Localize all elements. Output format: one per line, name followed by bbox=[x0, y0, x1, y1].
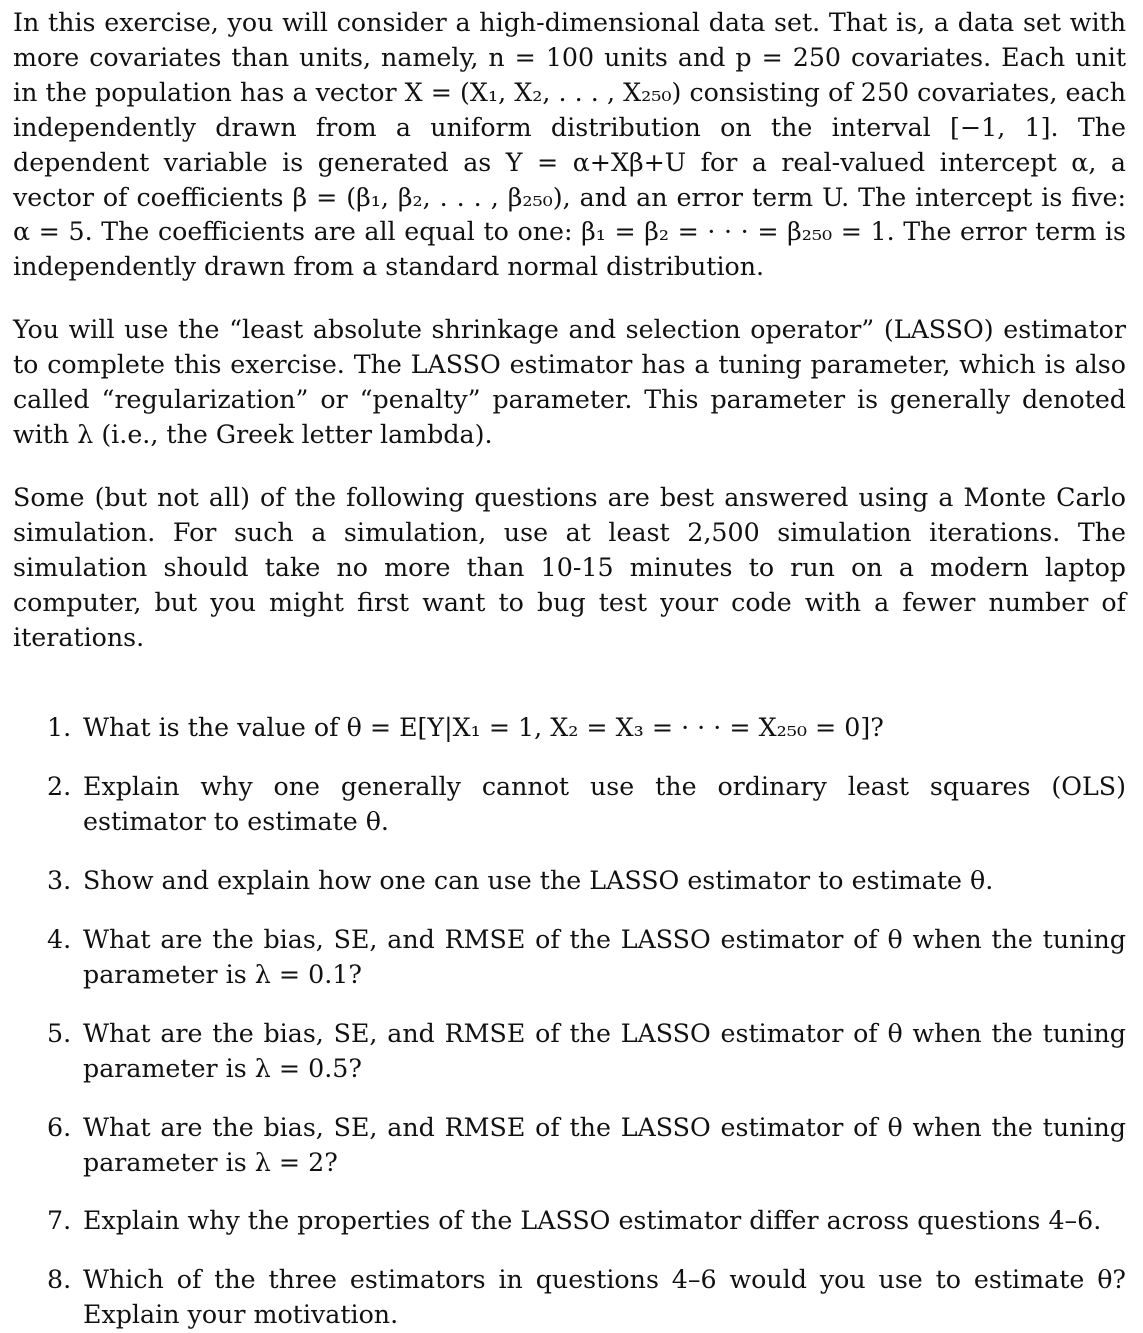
question-text: Explain why the properties of the LASSO estimator differ across questions 4–6. bbox=[83, 1206, 1102, 1236]
question-number: 6. bbox=[47, 1112, 72, 1142]
lasso-paragraph bbox=[13, 313, 1126, 453]
simulation-paragraph: Some (but not all) of the following questions are best answered using a Monte Carlo simulation. For such a simulation, use at least 2,500 simulation iterations. The simulation should take no more than 10-15 minutes to run on a modern laptop computer, but you might first want to bug test your code with a fewer number of iterations. bbox=[13, 482, 1126, 652]
question-text: What are the bias, SE, and RMSE of the LASSO estimator of θ when the tuning parameter is λ = 0.5? bbox=[83, 1018, 1126, 1083]
question-number: 2. bbox=[47, 772, 72, 802]
lasso-paragraph-text: You will use the “least absolute shrinkage and selection operator” (LASSO) estimator to complete this exercise. The LASSO estimator has a tuning parameter, which is also called “regularization” or “penalty” parameter. This parameter is generally denoted with λ (i.e., the Greek letter lambda). bbox=[13, 315, 1126, 449]
question-item-8 bbox=[13, 1263, 1126, 1333]
question-text: What are the bias, SE, and RMSE of the LASSO estimator of θ when the tuning parameter is λ = 2? bbox=[83, 1112, 1126, 1177]
question-number: 3. bbox=[47, 866, 72, 896]
question-list bbox=[13, 711, 1126, 1333]
question-text: Explain why one generally cannot use the ordinary least squares (OLS) estimator to estimate θ. bbox=[83, 772, 1126, 837]
question-number: 1. bbox=[47, 713, 72, 743]
question-text: Show and explain how one can use the LASSO estimator to estimate θ. bbox=[83, 866, 994, 896]
question-item-6 bbox=[13, 1111, 1126, 1181]
question-number: 8. bbox=[47, 1265, 72, 1295]
question-number: 5. bbox=[47, 1018, 72, 1048]
question-text: What are the bias, SE, and RMSE of the LASSO estimator of θ when the tuning parameter is λ = 0.1? bbox=[83, 925, 1126, 989]
intro-paragraph: In this exercise, you will consider a high-dimensional data set. That is, a data set with more covariates than units, namely, n = 100 units and p = 250 covariates. Each unit in the population has a vector X = (X₁, X₂, . . . , X₂₅₀) consisting of 250 covariates, each independently drawn from a uniform distribution on the interval [−1, 1]. The dependent variable is generated as Y = α+Xβ+U for a real-valued intercept α, a vector of coefficients β = (β₁, β₂, . . . , β₂₅₀), and an error term U. The intercept is five: α = 5. The coefficients are all equal to one: β₁ = β₂ = · · · = β₂₅₀ = 1. The error term is independently drawn from a standard normal distribution. bbox=[13, 8, 1126, 282]
question-item-2 bbox=[13, 770, 1126, 840]
question-item-5 bbox=[13, 1017, 1126, 1087]
question-item-7 bbox=[13, 1204, 1126, 1239]
question-number: 4. bbox=[47, 925, 72, 955]
question-item-3 bbox=[13, 864, 1126, 899]
question-text: What is the value of θ = E[Y|X₁ = 1, X₂ = X₃ = · · · = X₂₅₀ = 0]? bbox=[83, 713, 884, 743]
question-number: 7. bbox=[47, 1206, 72, 1236]
question-item-1 bbox=[13, 711, 1126, 746]
question-item-4 bbox=[13, 923, 1126, 993]
question-text: Which of the three estimators in questions 4–6 would you use to estimate θ? Explain your motivation. bbox=[83, 1265, 1126, 1330]
